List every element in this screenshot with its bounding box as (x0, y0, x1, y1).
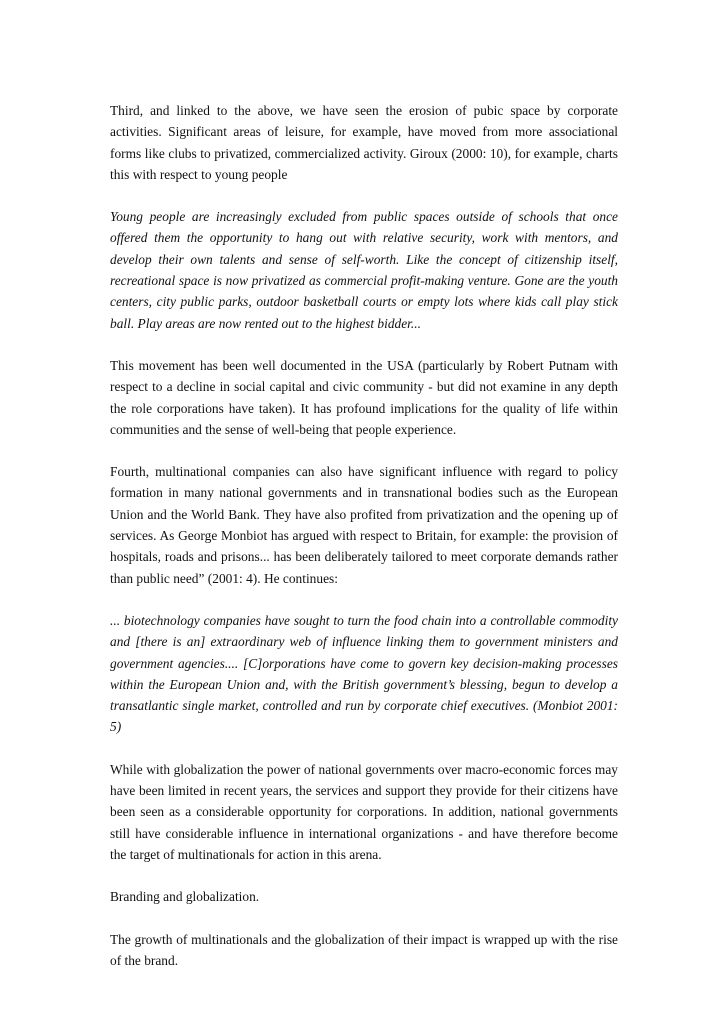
paragraph-rise-of-brand: The growth of multinationals and the globalization of their impact is wrapped up with the rise of the brand. (110, 931, 618, 968)
block-quote-monbiot: ... biotechnology companies have sought to turn the food chain into a controllable commodity and [there is an] extraordinary web of influence linking them to government ministers and government agencies.... [C]orporations have come to govern key decision-making processes within the European Union and, with the British government’s blessing, begun to develop a transatlantic single market, controlled and run by corporate chief executives. (Monbiot 2001: 5) (110, 612, 618, 735)
section-heading-branding: Branding and globalization. (110, 889, 260, 905)
paragraph-policy-influence: Fourth, multinational companies can also have significant influence with regard to policy formation in many national governments and in transnational bodies such as the European Union and the World Bank. They have also profited from privatization and the opening up of services. As George Monbiot has argued with respect to Britain, for example: the provision of hospitals, roads and prisons... has been deliberately tailored to meet corporate demands rather than public need” (2001: 4). He continues: (110, 464, 618, 586)
paragraph-public-space-erosion: Third, and linked to the above, we have seen the erosion of pubic space by corporate activities. Significant areas of leisure, for example, have moved from more associational forms like clubs to privatized, commercialized activity. Giroux (2000: 10), for example, charts this with respect to young people (110, 103, 618, 182)
paragraph-putnam: This movement has been well documented in the USA (particularly by Robert Putnam with respect to a decline in social capital and civic community - but did not examine in any depth the role corporations have taken). It has profound implications for the quality of life within communities and the sense of well-being that people experience. (110, 357, 618, 437)
paragraph-national-governments: While with globalization the power of national governments over macro-economic forces may have been limited in recent years, the services and support they provide for their citizens have been seen as a considerable opportunity for corporations. In addition, national governments still have considerable influence in international organizations - and have therefore become the target of multinationals for action in this arena. (110, 761, 618, 862)
block-quote-giroux: Young people are increasingly excluded from public spaces outside of schools that once offered them the opportunity to hang out with relative security, work with mentors, and develop their own talents and sense of self-worth. Like the concept of citizenship itself, recreational space is now privatized as commercial profit-making venture. Gone are the youth centers, city public parks, outdoor basketball courts or empty lots where kids call play stick ball. Play areas are now rented out to the highest bidder... (110, 209, 618, 331)
